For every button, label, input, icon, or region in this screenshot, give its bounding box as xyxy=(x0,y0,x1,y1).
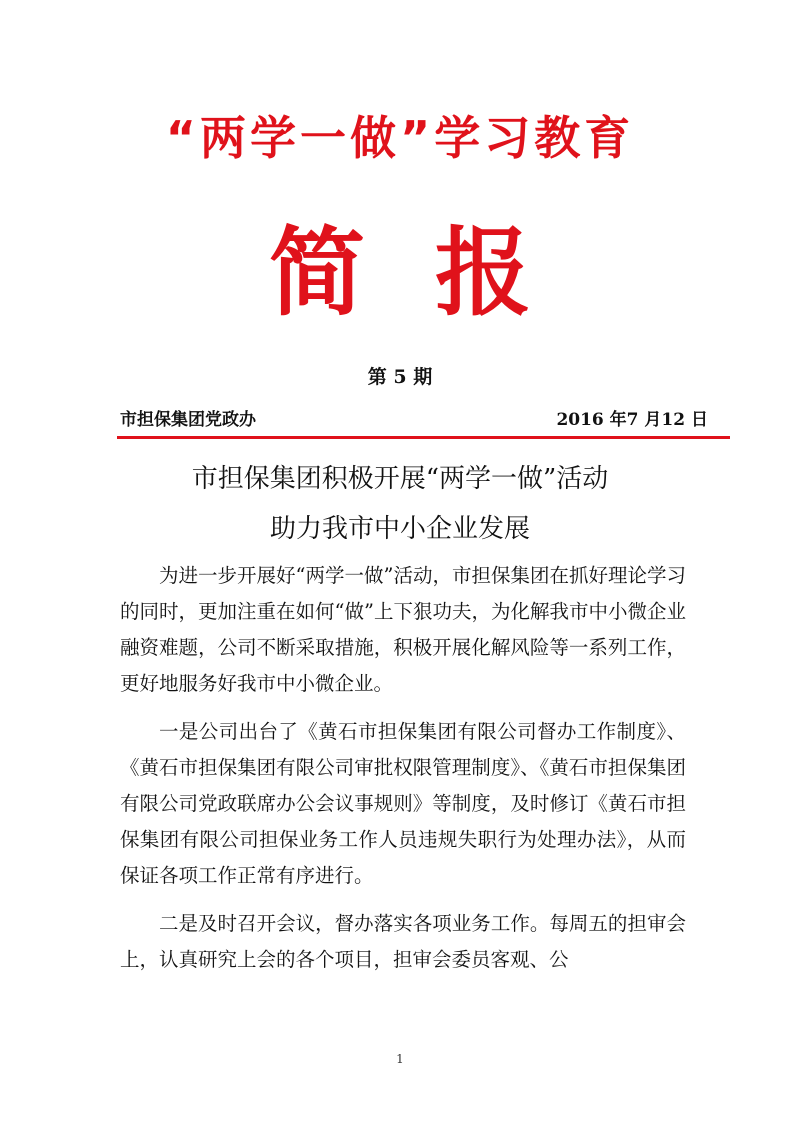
masthead-name-char-2: 报 xyxy=(435,217,531,329)
article-paragraph-1: 为进一步开展好“两学一做”活动，市担保集团在抓好理论学习的同时，更加注重在如何“做”上下狠功夫，为化解我市中小微企业融资难题，公司不断采取措施，积极开展化解风险等一系列工作，更好地服务好我市中小微企业。 xyxy=(120,564,686,695)
masthead-name xyxy=(0,218,800,328)
masthead-name-char-1: 简 xyxy=(269,217,365,329)
article-title xyxy=(0,454,800,554)
issue-date: 2016 年7 月12 日 xyxy=(556,410,708,430)
article-body xyxy=(120,558,686,990)
article-paragraph-2: 一是公司出台了《黄石市担保集团有限公司督办工作制度》、《黄石市担保集团有限公司审批权限管理制度》、《黄石市担保集团有限公司党政联席办公会议事规则》等制度，及时修订《黄石市担保集团有限公司担保业务工作人员违规失职行为处理办法》，从而保证各项工作正常有序进行。 xyxy=(120,720,686,887)
masthead-title: “两学一做”学习教育 xyxy=(165,111,635,165)
red-divider-rule xyxy=(117,436,730,439)
meta-row xyxy=(120,409,708,431)
issue-number: 第 5 期 xyxy=(367,366,433,388)
page-number: 1 xyxy=(396,1052,404,1066)
article-paragraph-3: 二是及时召开会议，督办落实各项业务工作。每周五的担审会上，认真研究上会的各个项目，担审会委员客观、公 xyxy=(120,912,686,971)
department-name: 市担保集团党政办 xyxy=(120,410,256,430)
article-title-line-2: 助力我市中小企业发展 xyxy=(269,514,530,544)
article-title-line-1: 市担保集团积极开展“两学一做”活动 xyxy=(191,464,609,494)
